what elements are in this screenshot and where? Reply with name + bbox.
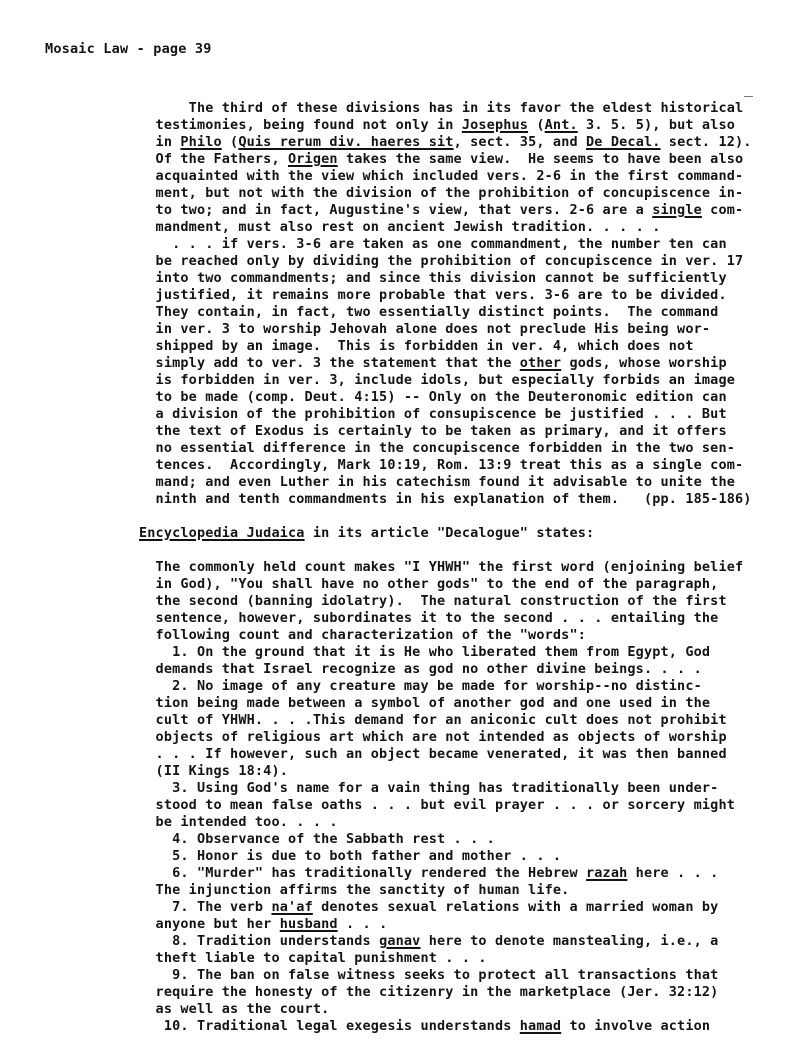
text-segment: cult of YHWH. . . .This demand for an aniconic cult does not prohibit [139, 712, 727, 728]
text-segment: to involve action [561, 1018, 711, 1034]
text-segment: gods, whose worship [561, 355, 727, 371]
text-segment: 4. Observance of the Sabbath rest . . . [139, 831, 495, 847]
underlined-term: hamad [519, 1018, 562, 1034]
text-segment: 9. The ban on false witness seeks to protect all transactions that [139, 967, 719, 983]
text-line [139, 1018, 739, 1035]
text-segment: ninth and tenth commandments in his explanation of them. (pp. 185-186) [139, 491, 752, 507]
text-segment: 3. Using God's name for a vain thing has traditionally been under- [139, 780, 719, 796]
text-segment: . . . If however, such an object became venerated, it was then banned [139, 746, 727, 762]
text-segment: The third of these divisions has in its favor the eldest historical [139, 100, 744, 116]
text-segment: 5. Honor is due to both father and mother . . . [139, 848, 562, 864]
text-segment: The injunction affirms the sanctity of human life. [139, 882, 570, 898]
text-segment: stood to mean false oaths . . . but evil prayer . . . or sorcery might [139, 797, 735, 813]
text-line [139, 865, 739, 882]
text-line [139, 814, 739, 831]
text-segment: justified, it remains more probable that vers. 3-6 are to be divided. [139, 287, 727, 303]
text-segment: anyone but her [139, 916, 280, 932]
text-line [139, 763, 739, 780]
text-line [139, 729, 739, 746]
text-segment: demands that Israel recognize as god no other divine beings. . . . [139, 661, 702, 677]
text-line [139, 117, 739, 134]
text-line [139, 678, 739, 695]
text-line [139, 304, 739, 321]
text-segment: Of the Fathers, [139, 151, 288, 167]
text-line [139, 134, 752, 151]
text-segment: be intended too. . . . [139, 814, 338, 830]
text-segment: takes the same view. He seems to have been also [337, 151, 744, 167]
underlined-term: Philo [180, 134, 222, 150]
text-line [139, 712, 739, 729]
paragraph-gap [139, 542, 739, 559]
text-line [139, 440, 739, 457]
text-line [139, 695, 739, 712]
text-line [139, 525, 739, 542]
text-line [139, 287, 739, 304]
text-segment: here . . . [627, 865, 719, 881]
text-line [139, 202, 744, 219]
text-line [139, 950, 739, 967]
text-line [139, 219, 739, 236]
text-segment: in its article "Decalogue" states: [304, 525, 595, 541]
text-segment: simply add to ver. 3 the statement that the [139, 355, 520, 371]
text-segment: shipped by an image. This is forbidden in ver. 4, which does not [139, 338, 694, 354]
text-segment: tion being made between a symbol of another god and one used in the [139, 695, 711, 711]
text-segment: mand; and even Luther in his catechism found it advisable to unite the [139, 474, 735, 490]
text-segment: in [139, 134, 181, 150]
text-segment: 1. On the ground that it is He who liberated them from Egypt, God [139, 644, 711, 660]
text-line [139, 933, 739, 950]
paragraph-gap [139, 508, 739, 525]
text-segment: as well as the court. [139, 1001, 330, 1017]
document-body [139, 100, 752, 1035]
text-line [139, 593, 739, 610]
underlined-term: Encyclopedia Judaica [139, 525, 305, 541]
text-line [139, 780, 739, 797]
underlined-term: husband [279, 916, 338, 932]
underlined-term: ganav [379, 933, 421, 949]
underlined-term: single [652, 202, 702, 218]
text-segment: acquainted with the view which included vers. 2-6 in the first command- [139, 168, 744, 184]
text-line [139, 899, 739, 916]
text-segment: is forbidden in ver. 3, include idols, but especially forbids an image [139, 372, 735, 388]
text-segment: require the honesty of the citizenry in the marketplace (Jer. 32:12) [139, 984, 719, 1000]
text-segment: sentence, however, subordinates it to the second . . . entailing the [139, 610, 719, 626]
text-segment: , sect. 35, and [453, 134, 587, 150]
text-segment: mandment, must also rest on ancient Jewish tradition. . . . . [139, 219, 661, 235]
text-line [139, 610, 739, 627]
text-line [139, 797, 739, 814]
text-line [139, 321, 739, 338]
text-segment: the second (banning idolatry). The natural construction of the first [139, 593, 727, 609]
text-segment: in God), "You shall have no other gods" to the end of the paragraph, [139, 576, 719, 592]
text-segment: . . . if vers. 3-6 are taken as one commandment, the number ten can [139, 236, 727, 252]
text-segment: no essential difference in the concupiscence forbidden in the two sen- [139, 440, 735, 456]
text-line [139, 559, 744, 576]
text-line [139, 831, 739, 848]
text-segment: testimonies, being found not only in [139, 117, 462, 133]
text-segment: be reached only by dividing the prohibition of concupiscence in ver. 17 [139, 253, 744, 269]
text-line [139, 1001, 739, 1018]
text-line [139, 355, 739, 372]
text-segment: ment, but not with the division of the prohibition of concupiscence in- [139, 185, 744, 201]
text-line [139, 746, 739, 763]
text-segment: 6. "Murder" has traditionally rendered the Hebrew [139, 865, 586, 881]
text-line [139, 236, 739, 253]
text-line [139, 389, 739, 406]
text-segment: (II Kings 18:4). [139, 763, 288, 779]
margin-mark [744, 96, 753, 97]
page-header: Mosaic Law - page 39 [45, 41, 212, 57]
text-line [139, 423, 739, 440]
underlined-term: razah [586, 865, 628, 881]
text-segment: a division of the prohibition of consupiscence be justified . . . But [139, 406, 727, 422]
text-line [139, 644, 739, 661]
text-line [139, 576, 739, 593]
text-segment: following count and characterization of the "words": [139, 627, 586, 643]
text-line [139, 168, 744, 185]
text-segment: sect. 12). [660, 134, 752, 150]
text-segment: in ver. 3 to worship Jehovah alone does not preclude His being wor- [139, 321, 711, 337]
text-segment: ( [221, 134, 239, 150]
text-segment: 2. No image of any creature may be made for worship--no distinc- [139, 678, 702, 694]
underlined-term: Josephus [461, 117, 529, 133]
text-segment: objects of religious art which are not intended as objects of worship [139, 729, 727, 745]
text-line [139, 627, 739, 644]
text-line [139, 491, 752, 508]
text-line [139, 270, 739, 287]
underlined-term: Ant. [544, 117, 578, 133]
underlined-term: De Decal. [586, 134, 661, 150]
underlined-term: na'af [271, 899, 313, 915]
text-line [139, 100, 744, 117]
text-line [139, 848, 739, 865]
underlined-term: other [519, 355, 562, 371]
text-line [139, 372, 739, 389]
text-line [139, 253, 744, 270]
text-line [139, 661, 739, 678]
text-segment: com- [701, 202, 744, 218]
text-line [139, 882, 739, 899]
text-segment: The commonly held count makes "I YHWH" the first word (enjoining belief [139, 559, 744, 575]
text-segment: . . . [337, 916, 388, 932]
text-line [139, 474, 739, 491]
text-segment: 3. 5. 5), but also [577, 117, 736, 133]
text-segment: the text of Exodus is certainly to be taken as primary, and it offers [139, 423, 727, 439]
text-segment: 10. Traditional legal exegesis understands [139, 1018, 520, 1034]
text-line [139, 916, 739, 933]
text-segment: theft liable to capital punishment . . . [139, 950, 487, 966]
text-segment: tences. Accordingly, Mark 10:19, Rom. 13:9 treat this as a single com- [139, 457, 744, 473]
text-line [139, 185, 744, 202]
underlined-term: Quis rerum div. haeres sit [238, 134, 454, 150]
text-line [139, 457, 744, 474]
text-line [139, 984, 739, 1001]
text-line [139, 338, 739, 355]
text-segment: ( [528, 117, 545, 133]
text-segment: into two commandments; and since this division cannot be sufficiently [139, 270, 727, 286]
text-segment: to be made (comp. Deut. 4:15) -- Only on the Deuteronomic edition can [139, 389, 727, 405]
text-segment: They contain, in fact, two essentially distinct points. The command [139, 304, 719, 320]
text-line [139, 151, 744, 168]
text-segment: denotes sexual relations with a married woman by [312, 899, 719, 915]
underlined-term: Origen [288, 151, 338, 167]
text-segment: 8. Tradition understands [139, 933, 380, 949]
text-segment: 7. The verb [139, 899, 272, 915]
text-line [139, 406, 739, 423]
text-segment: here to denote manstealing, i.e., a [420, 933, 719, 949]
text-segment: to two; and in fact, Augustine's view, that vers. 2-6 are a [139, 202, 653, 218]
text-line [139, 967, 739, 984]
